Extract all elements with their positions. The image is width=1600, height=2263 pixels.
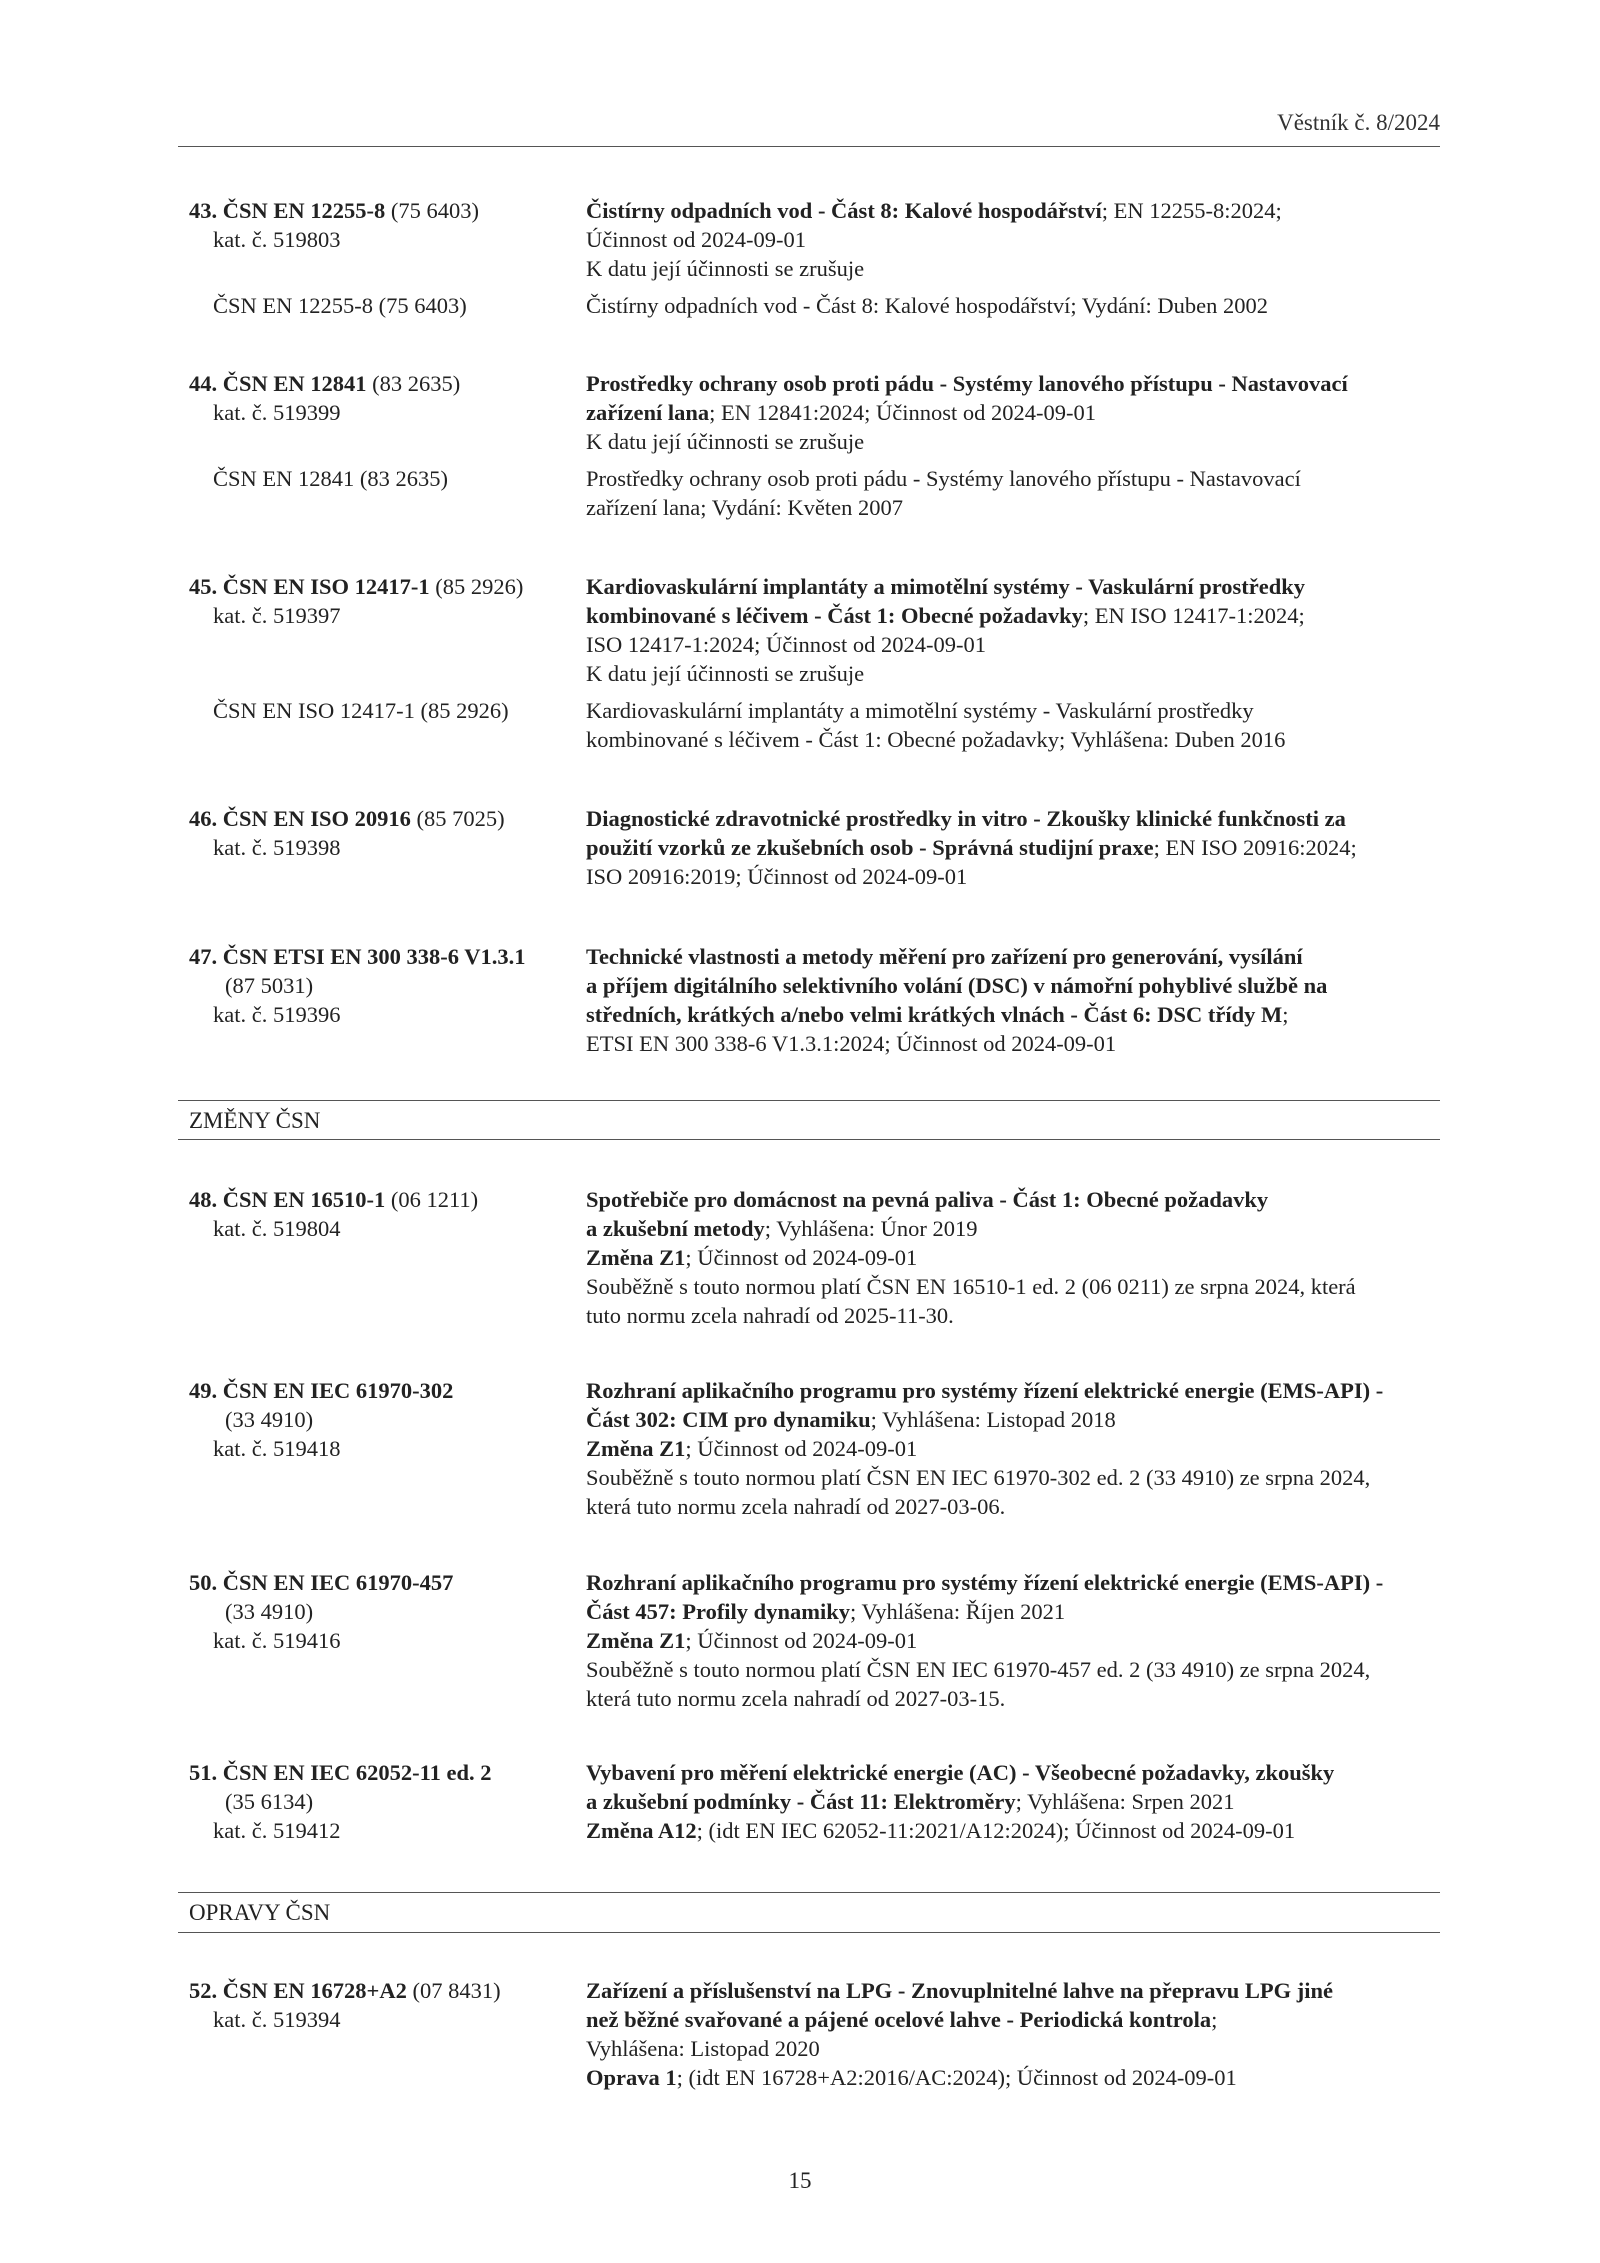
page-number: 15 <box>788 2168 812 2193</box>
catalog-number: kat. č. 519418 <box>213 1436 341 1461</box>
entry-designation: 43. ČSN EN 12255-8 (75 6403) <box>189 198 480 223</box>
entry-designation: 51. ČSN EN IEC 62052-11 ed. 2 <box>189 1760 492 1785</box>
entry-designation: 45. ČSN EN ISO 12417-1 (85 2926) <box>189 574 524 599</box>
section-rule-top <box>178 1100 1440 1101</box>
entry-title: Rozhraní aplikačního programu pro systémy řízení elektrické energie (EMS-API) - <box>586 1378 1384 1403</box>
classification-code: (87 5031) <box>225 973 314 998</box>
page-header-title: Věstník č. 8/2024 <box>1277 110 1440 135</box>
header-rule <box>178 146 1440 147</box>
section-title-corrections: OPRAVY ČSN <box>189 1900 331 1925</box>
section-rule-top <box>178 1892 1440 1893</box>
entry-title: Diagnostické zdravotnické prostředky in vitro - Zkoušky klinické funkčnosti za <box>586 806 1346 831</box>
entry-title: Spotřebiče pro domácnost na pevná paliva - Část 1: Obecné požadavky <box>586 1187 1269 1212</box>
withdrawn-standard: ČSN EN ISO 12417-1 (85 2926) <box>213 698 509 723</box>
catalog-number: kat. č. 519396 <box>213 1002 341 1027</box>
entry-title: Rozhraní aplikačního programu pro systémy řízení elektrické energie (EMS-API) - <box>586 1570 1384 1595</box>
entry-designation: 47. ČSN ETSI EN 300 338-6 V1.3.1 <box>189 944 526 969</box>
withdrawn-standard: ČSN EN 12255-8 (75 6403) <box>213 293 467 318</box>
catalog-number: kat. č. 519803 <box>213 227 341 252</box>
change-entry-50: 50. ČSN EN IEC 61970-457 Rozhraní aplikačního programu pro systémy řízení elektrické energie (EMS-API) - (33 4910) Část 457: Profily dynamiky; Vyhlášena: Říjen 2021 kat. č. 519416 Změna Z1; Účinnost od 2024-09-01 Souběžně s touto normou platí ČSN EN IEC 61970-457 ed. 2 (33 4910) ze srpna 2024, která tuto normu zcela nahradí od 2027-03-15. <box>178 1568 1440 1713</box>
catalog-number: kat. č. 519394 <box>213 2007 341 2032</box>
standard-entry-43: 43. ČSN EN 12255-8 (75 6403) Čistírny odpadních vod - Část 8: Kalové hospodářství; EN 12255-8:2024; kat. č. 519803 Účinnost od 2024-09-01 K datu její účinnosti se zrušuje ČSN EN 12255-8 (75 6403) Čistírny odpadních vod - Část 8: Kalové hospodářství; Vydání: Duben 2002 <box>178 196 1440 320</box>
catalog-number: kat. č. 519412 <box>213 1818 341 1843</box>
classification-code: (35 6134) <box>225 1789 314 1814</box>
catalog-number: kat. č. 519399 <box>213 400 341 425</box>
catalog-number: kat. č. 519398 <box>213 835 341 860</box>
classification-code: (33 4910) <box>225 1407 314 1432</box>
catalog-number: kat. č. 519804 <box>213 1216 341 1241</box>
catalog-number: kat. č. 519397 <box>213 603 341 628</box>
withdrawn-standard: ČSN EN 12841 (83 2635) <box>213 466 448 491</box>
entry-designation: 49. ČSN EN IEC 61970-302 <box>189 1378 454 1403</box>
correction-entry-52: 52. ČSN EN 16728+A2 (07 8431) Zařízení a příslušenství na LPG - Znovuplnitelné lahve na přepravu LPG jiné kat. č. 519394 než běžné svařované a pájené ocelové lahve - Periodická kontrola; Vyhlášena: Listopad 2020 Oprava 1; (idt EN 16728+A2:2016/AC:2024); Účinnost od 2024-09-01 <box>178 1976 1440 2092</box>
entry-designation: 50. ČSN EN IEC 61970-457 <box>189 1570 454 1595</box>
entry-designation: 48. ČSN EN 16510-1 (06 1211) <box>189 1187 479 1212</box>
catalog-number: kat. č. 519416 <box>213 1628 341 1653</box>
entry-designation: 44. ČSN EN 12841 (83 2635) <box>189 371 461 396</box>
classification-code: (33 4910) <box>225 1599 314 1624</box>
entry-title: Zařízení a příslušenství na LPG - Znovuplnitelné lahve na přepravu LPG jiné <box>586 1978 1333 2003</box>
change-entry-51: 51. ČSN EN IEC 62052-11 ed. 2 Vybavení pro měření elektrické energie (AC) - Všeobecné požadavky, zkoušky (35 6134) a zkušební podmínky - Část 11: Elektroměry; Vyhlášena: Srpen 2021 kat. č. 519412 Změna A12; (idt EN IEC 62052-11:2021/A12:2024); Účinnost od 2024-09-01 <box>178 1758 1440 1845</box>
change-entry-49: 49. ČSN EN IEC 61970-302 Rozhraní aplikačního programu pro systémy řízení elektrické energie (EMS-API) - (33 4910) Část 302: CIM pro dynamiku; Vyhlášena: Listopad 2018 kat. č. 519418 Změna Z1; Účinnost od 2024-09-01 Souběžně s touto normou platí ČSN EN IEC 61970-302 ed. 2 (33 4910) ze srpna 2024, která tuto normu zcela nahradí od 2027-03-06. <box>178 1376 1440 1521</box>
section-title-changes: ZMĚNY ČSN <box>189 1108 321 1133</box>
entry-designation: 52. ČSN EN 16728+A2 (07 8431) <box>189 1978 501 2003</box>
standard-entry-46: 46. ČSN EN ISO 20916 (85 7025) Diagnostické zdravotnické prostředky in vitro - Zkoušky klinické funkčnosti za kat. č. 519398 použití vzorků ze zkušebních osob - Správná studijní praxe; EN ISO 20916:2024; ISO 20916:2019; Účinnost od 2024-09-01 <box>178 804 1440 891</box>
standard-entry-44: 44. ČSN EN 12841 (83 2635) Prostředky ochrany osob proti pádu - Systémy lanového přístupu - Nastavovací kat. č. 519399 zařízení lana; EN 12841:2024; Účinnost od 2024-09-01 K datu její účinnosti se zrušuje ČSN EN 12841 (83 2635) Prostředky ochrany osob proti pádu - Systémy lanového přístupu - Nastavovací zařízení lana; Vydání: Květen 2007 <box>178 369 1440 522</box>
standard-entry-47: 47. ČSN ETSI EN 300 338-6 V1.3.1 Technické vlastnosti a metody měření pro zařízení pro generování, vysílání (87 5031) a příjem digitálního selektivního volání (DSC) v námořní pohyblivé službě na kat. č. 519396 středních, krátkých a/nebo velmi krátkých vlnách - Část 6: DSC třídy M; ETSI EN 300 338-6 V1.3.1:2024; Účinnost od 2024-09-01 <box>178 942 1440 1058</box>
entry-title: Kardiovaskulární implantáty a mimotělní systémy - Vaskulární prostředky <box>586 574 1306 599</box>
entry-title: Technické vlastnosti a metody měření pro zařízení pro generování, vysílání <box>586 944 1303 969</box>
section-rule-bottom <box>178 1932 1440 1933</box>
entry-title: Prostředky ochrany osob proti pádu - Systémy lanového přístupu - Nastavovací <box>586 371 1348 396</box>
standard-entry-45: 45. ČSN EN ISO 12417-1 (85 2926) Kardiovaskulární implantáty a mimotělní systémy - Vaskulární prostředky kat. č. 519397 kombinované s léčivem - Část 1: Obecné požadavky; EN ISO 12417-1:2024; ISO 12417-1:2024; Účinnost od 2024-09-01 K datu její účinnosti se zrušuje ČSN EN ISO 12417-1 (85 2926) Kardiovaskulární implantáty a mimotělní systémy - Vaskulární prostředky kombinované s léčivem - Část 1: Obecné požadavky; Vyhlášena: Duben 2016 <box>178 572 1440 754</box>
entry-title: Vybavení pro měření elektrické energie (AC) - Všeobecné požadavky, zkoušky <box>586 1760 1335 1785</box>
entry-designation: 46. ČSN EN ISO 20916 (85 7025) <box>189 806 505 831</box>
section-rule-bottom <box>178 1139 1440 1140</box>
entry-title: Čistírny odpadních vod - Část 8: Kalové hospodářství; EN 12255-8:2024; <box>586 198 1282 223</box>
change-entry-48: 48. ČSN EN 16510-1 (06 1211) Spotřebiče pro domácnost na pevná paliva - Část 1: Obecné požadavky kat. č. 519804 a zkušební metody; Vyhlášena: Únor 2019 Změna Z1; Účinnost od 2024-09-01 Souběžně s touto normou platí ČSN EN 16510-1 ed. 2 (06 0211) ze srpna 2024, která tuto normu zcela nahradí od 2025-11-30. <box>178 1185 1440 1330</box>
